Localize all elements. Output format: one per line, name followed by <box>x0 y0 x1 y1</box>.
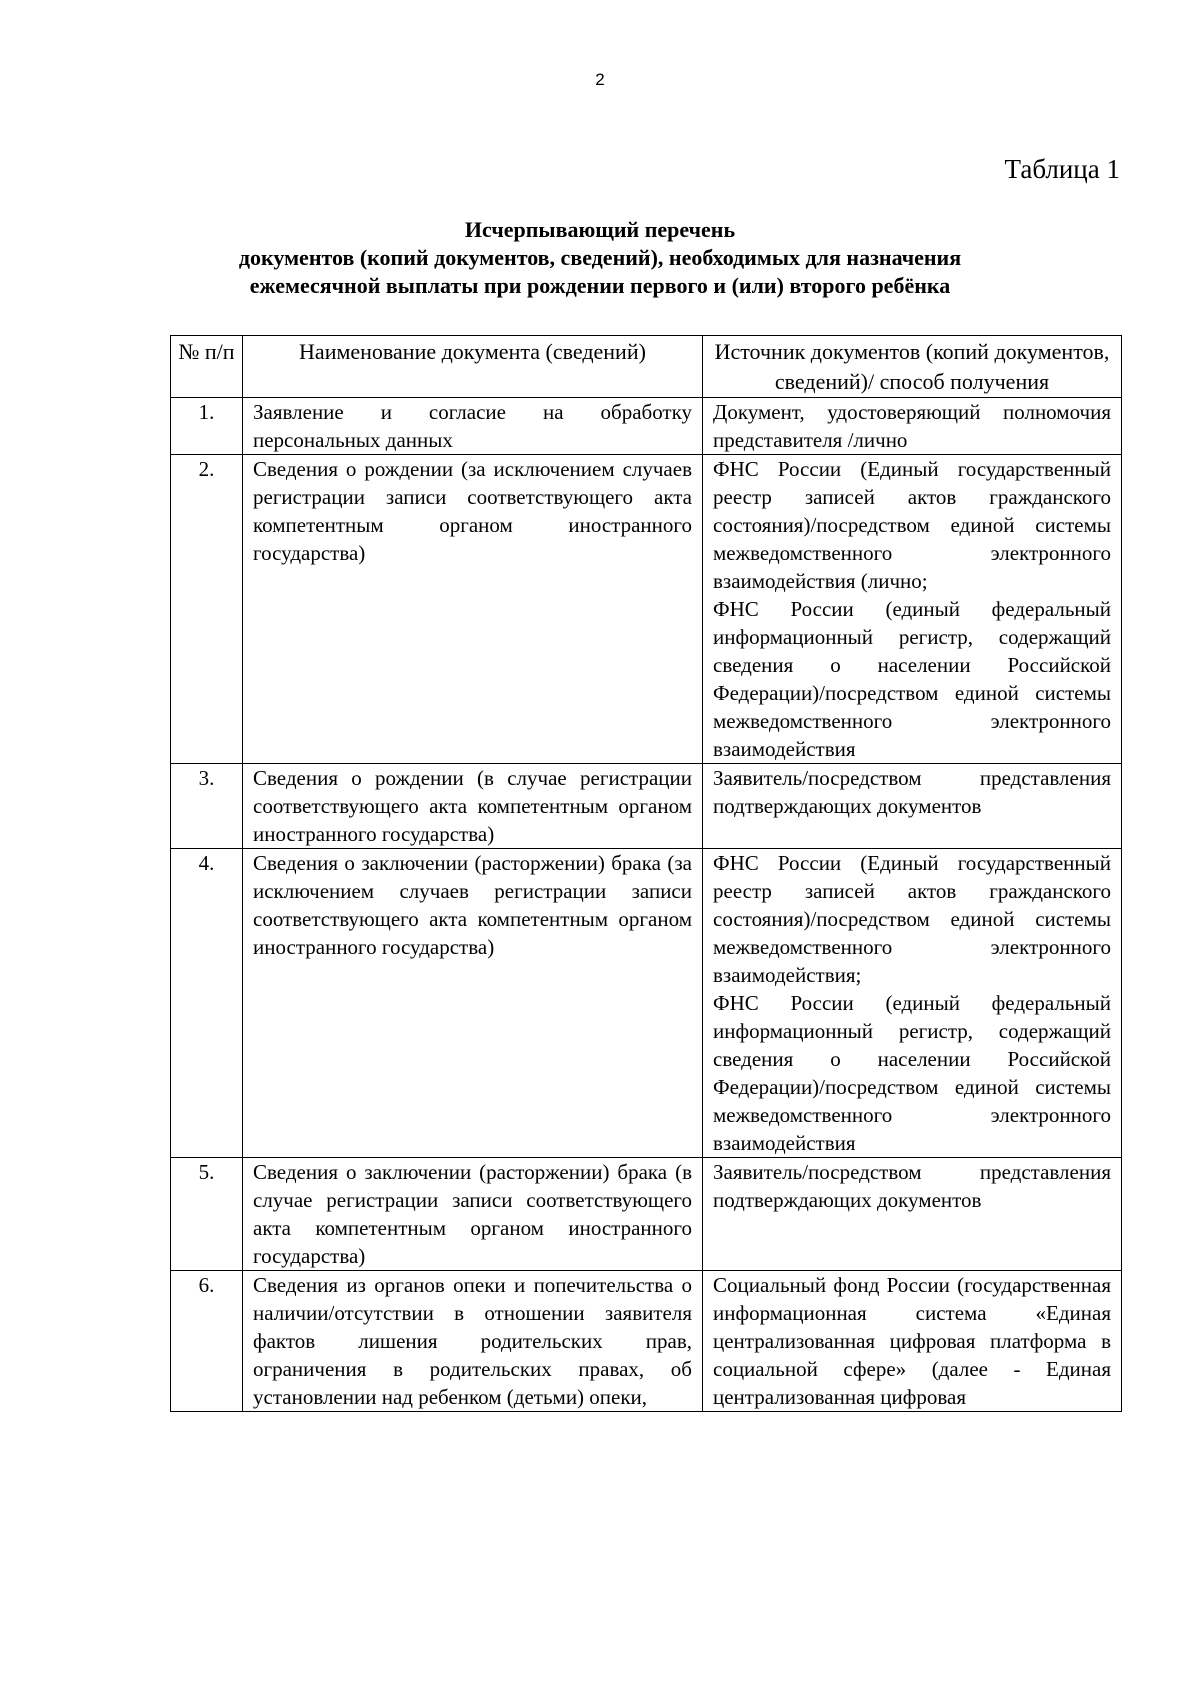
row-source-paragraph: ФНС России (единый федеральный информационный регистр, содержащий сведения о населении Российской Федерации)/посредством единой системы межведомственного электронного взаимодействия <box>713 991 1111 1155</box>
header-document-name: Наименование документа (сведений) <box>243 336 703 398</box>
row-number: 2. <box>171 455 243 764</box>
table-row <box>171 1271 1122 1412</box>
table-label: Таблица 1 <box>1004 154 1120 184</box>
row-source <box>703 455 1122 764</box>
row-source-paragraph: ФНС России (единый федеральный информационный регистр, содержащий сведения о населении Российской Федерации)/посредством единой системы межведомственного электронного взаимодействия <box>713 597 1111 761</box>
row-document-name: Сведения из органов опеки и попечительства о наличии/отсутствии в отношении заявителя фактов лишения родительских прав, ограничения в родительских правах, об установлении над ребенком (детьми) опеки, <box>243 1271 703 1412</box>
table-row <box>171 455 1122 764</box>
table-row <box>171 398 1122 455</box>
page-number: 2 <box>595 70 605 89</box>
row-source <box>703 849 1122 1158</box>
header-source: Источник документов (копий документов, сведений)/ способ получения <box>703 336 1122 398</box>
row-number: 3. <box>171 764 243 849</box>
heading-line-2: документов (копий документов, сведений), необходимых для назначения <box>238 245 962 270</box>
table-row <box>171 764 1122 849</box>
row-number: 5. <box>171 1158 243 1271</box>
header-number: № п/п <box>171 336 243 398</box>
row-source-paragraph: Заявитель/посредством представления подтверждающих документов <box>713 1160 1111 1212</box>
row-number: 1. <box>171 398 243 455</box>
heading-line-3: ежемесячной выплаты при рождении первого и (или) второго ребёнка <box>249 273 951 298</box>
row-document-name: Сведения о рождении (за исключением случаев регистрации записи соответствующего акта компетентным органом иностранного государства) <box>243 455 703 764</box>
row-source <box>703 1271 1122 1412</box>
table-row <box>171 849 1122 1158</box>
row-number: 6. <box>171 1271 243 1412</box>
row-document-name: Сведения о рождении (в случае регистрации соответствующего акта компетентным органом иностранного государства) <box>243 764 703 849</box>
row-source-paragraph: Социальный фонд России (государственная информационная система «Единая централизованная цифровая платформа в социальной сфере» (далее - Единая централизованная цифровая <box>713 1273 1111 1409</box>
row-number: 4. <box>171 849 243 1158</box>
row-source-paragraph: ФНС России (Единый государственный реестр записей актов гражданского состояния)/посредством единой системы межведомственного электронного взаимодействия (лично; <box>713 457 1111 593</box>
row-source-paragraph: Заявитель/посредством представления подтверждающих документов <box>713 766 1111 818</box>
row-source <box>703 398 1122 455</box>
row-document-name: Заявление и согласие на обработку персональных данных <box>243 398 703 455</box>
row-document-name: Сведения о заключении (расторжении) брака (за исключением случаев регистрации записи соответствующего акта компетентным органом иностранного государства) <box>243 849 703 1158</box>
document-heading <box>80 216 1120 300</box>
documents-table <box>170 335 1122 1412</box>
row-document-name: Сведения о заключении (расторжении) брака (в случае регистрации записи соответствующего акта компетентным органом иностранного государства) <box>243 1158 703 1271</box>
row-source <box>703 764 1122 849</box>
row-source <box>703 1158 1122 1271</box>
table-header-row <box>171 336 1122 398</box>
heading-line-1: Исчерпывающий перечень <box>464 217 736 242</box>
row-source-paragraph: Документ, удостоверяющий полномочия представителя /лично <box>713 400 1111 452</box>
row-source-paragraph: ФНС России (Единый государственный реестр записей актов гражданского состояния)/посредством единой системы межведомственного электронного взаимодействия; <box>713 851 1111 987</box>
table-row <box>171 1158 1122 1271</box>
